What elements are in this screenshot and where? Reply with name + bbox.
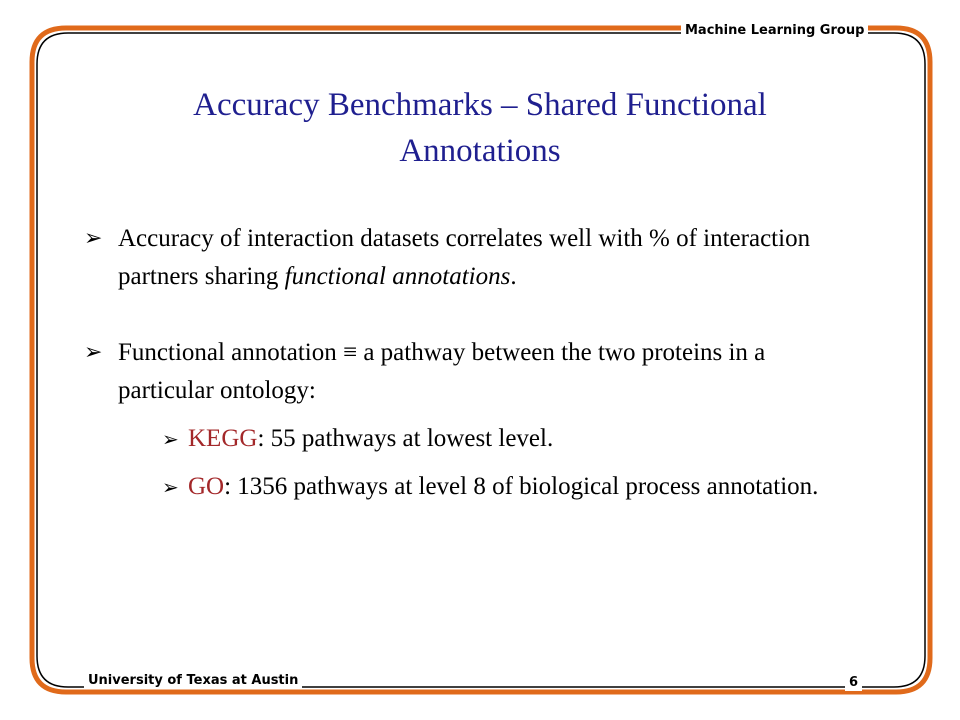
sub-bullet-text: : 1356 pathways at level 8 of biological process annotation. [224, 473, 819, 500]
arrowhead-bullet-icon: ➢ [162, 475, 179, 499]
sub-bullet-kegg [162, 420, 864, 458]
equivalence-symbol: ≡ [342, 339, 358, 366]
arrowhead-bullet-icon: ➢ [84, 226, 103, 251]
sub-bullet-go [162, 468, 864, 506]
slide-title: Accuracy Benchmarks – Shared Functional Annotations [193, 87, 767, 169]
kegg-label: KEGG [188, 425, 258, 452]
bullet-text-end: . [510, 263, 517, 290]
group-label: Machine Learning Group [681, 23, 868, 39]
bullet-italic-text: functional annotations [284, 263, 511, 290]
organization-label: University of Texas at Austin [84, 673, 302, 689]
bullet-text: Functional annotation [118, 339, 343, 366]
page-number: 6 [845, 675, 862, 691]
bullet-text-end: a pathway between the two proteins in a particular ontology: [118, 339, 766, 404]
bullet-text: Accuracy of interaction datasets correlates well with % of interaction partners sharing [118, 225, 811, 290]
sub-bullet-text: : 55 pathways at lowest level. [257, 425, 554, 452]
bullet-accuracy [84, 220, 864, 296]
arrowhead-bullet-icon: ➢ [84, 340, 103, 365]
slide-body [84, 220, 864, 506]
bullet-functional-annotation [84, 334, 864, 506]
arrowhead-bullet-icon: ➢ [162, 427, 179, 451]
go-label: GO [188, 473, 225, 500]
